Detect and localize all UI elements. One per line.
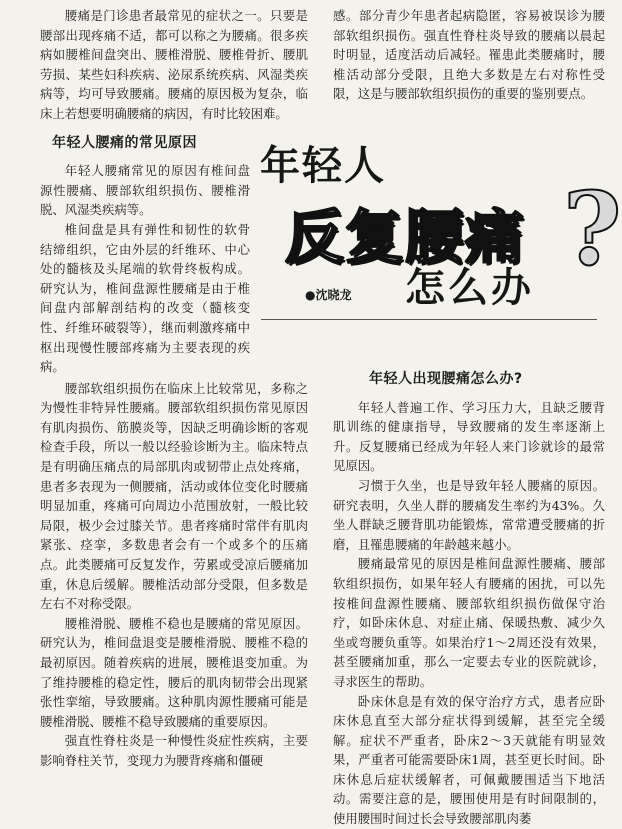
- title-line-3: 怎么办: [405, 265, 534, 311]
- body-paragraph: 强直性脊柱炎是一种慢性炎症性疾病，主要影响脊柱关节，变现力为腰背疼痛和僵硬: [40, 733, 308, 768]
- body-paragraph: 腰椎滑脱、腰椎不稳也是腰痛的常见原因。研究认为，椎间盘退变是腰椎滑脱、腰椎不稳的最初原因。随着疾病的进展，腰椎退变加重。为了维持腰椎的稳定性，腰后的肌肉韧带会出现紧张性挛缩，导致腰痛。这种肌肉源性腰痛可能是腰椎滑脱、腰椎不稳导致腰痛的重要原因。: [40, 615, 308, 729]
- title-line-2: 反复腰痛: [285, 203, 526, 271]
- right-column-bottom: [333, 370, 605, 829]
- right-column-top: [333, 6, 605, 104]
- body-paragraph: 腰部软组织损伤在临床上比较常见，多称之为慢性非特异性腰痛。腰部软组织损伤常见原因有肌肉损伤、筋膜炎等，因缺乏明确诊断的客观检查手段，所以一般以经验诊断为主。临床特点是有明确压痛点的局部肌肉或韧带止点处疼痛，患者多表现为一侧腰痛，活动或体位变化时腰痛明显加重，疼痛可向周边小范围放射，一般比较局限，极少会过膝关节。患者疼痛时常伴有肌肉紧张、痉挛，多数患者会有一个或多个的压痛点。此类腰痛可反复发作，劳累或受凉后腰痛加重，休息后缓解。腰椎活动部分受限，但多数是左右不对称受限。: [40, 380, 308, 612]
- body-paragraph: 年轻人腰痛常见的原因有椎间盘源性腰痛、腰部软组织损伤、腰椎滑脱、风湿类疾病等。: [40, 163, 250, 218]
- question-mark-graphic: ?: [563, 170, 622, 288]
- body-paragraph: 习惯于久坐，也是导致年轻人腰痛的原因。研究表明，久坐人群的腰痛发生率约为43%。久坐人群缺乏腰背肌功能锻炼，常常遭受腰痛的折磨，且罹患腰痛的年龄越来越小。: [333, 477, 605, 552]
- title-line-1: 年轻人: [260, 143, 386, 189]
- title-divider: [261, 319, 597, 320]
- section-heading-causes: 年轻人腰痛的常见原因: [52, 134, 197, 151]
- continued-paragraph: 感。部分青少年患者起病隐匿，容易被误诊为腰部软组织损伤。强直性脊柱炎导致的腰痛以晨起时明显，适度活动后减轻。罹患此类腰痛时，腰椎活动部分受限，且绝大多数是左右对称性受限，这是与腰部软组织损伤的重要的鉴别要点。: [333, 8, 605, 102]
- author-byline: ●沈晓龙: [305, 288, 352, 302]
- intro-paragraph: 腰痛是门诊患者最常见的症状之一。只要是腰部出现疼痛不适，都可以称之为腰痛。很多疾病如腰椎间盘突出、腰椎滑脱、腰椎骨折、腰肌劳损、某些妇科疾病、泌尿系统疾病、风湿类疾病等，均可导致腰痛。腰痛的原因极为复杂，临床上若想要明确腰痛的病因，有时比较困难。: [40, 8, 308, 121]
- body-paragraph: 卧床休息是有效的保守治疗方式，患者应卧床休息直至大部分症状得到缓解，甚至完全缓解。症状不严重者，卧床2～3天就能有明显效果，严重者可能需要卧床1周，甚至更长时间。卧床休息后症状缓解者，可佩戴腰围适当下地活动。需要注意的是，腰围使用是有时间限制的，使用腰围时间过长会导致腰部肌肉萎: [333, 693, 605, 827]
- body-paragraph: 椎间盘是具有弹性和韧性的软骨结缔组织，它由外层的纤维环、中心处的髓核及头尾端的软骨终板构成。研究认为，椎间盘源性腰痛是由于椎间盘内部解剖结构的改变（髓核变性、纤维环破裂等），继而刺激疼痛中枢出现慢性腰部疼痛为主要表现的疾病。: [40, 221, 250, 375]
- article-title-block: [255, 130, 622, 335]
- left-column: [40, 6, 308, 771]
- body-paragraph: 腰痛最常见的原因是椎间盘源性腰痛、腰部软组织损伤，如果年轻人有腰痛的困扰，可以先按椎间盘源性腰痛、腰部软组织损伤做保守治疗，如卧床休息、对症止痛、保暖热敷、减少久坐或弯腰负重等。如果治疗1～2周还没有效果，甚至腰痛加重，那么一定要去专业的医院就诊，寻求医生的帮助。: [333, 556, 605, 689]
- body-paragraph: 年轻人普遍工作、学习压力大，且缺乏腰背肌训练的健康指导，导致腰痛的发生率逐渐上升。反复腰痛已经成为年轻人来门诊就诊的最常见原因。: [333, 399, 605, 474]
- section-heading-what-to-do: 年轻人出现腰痛怎么办?: [369, 371, 523, 387]
